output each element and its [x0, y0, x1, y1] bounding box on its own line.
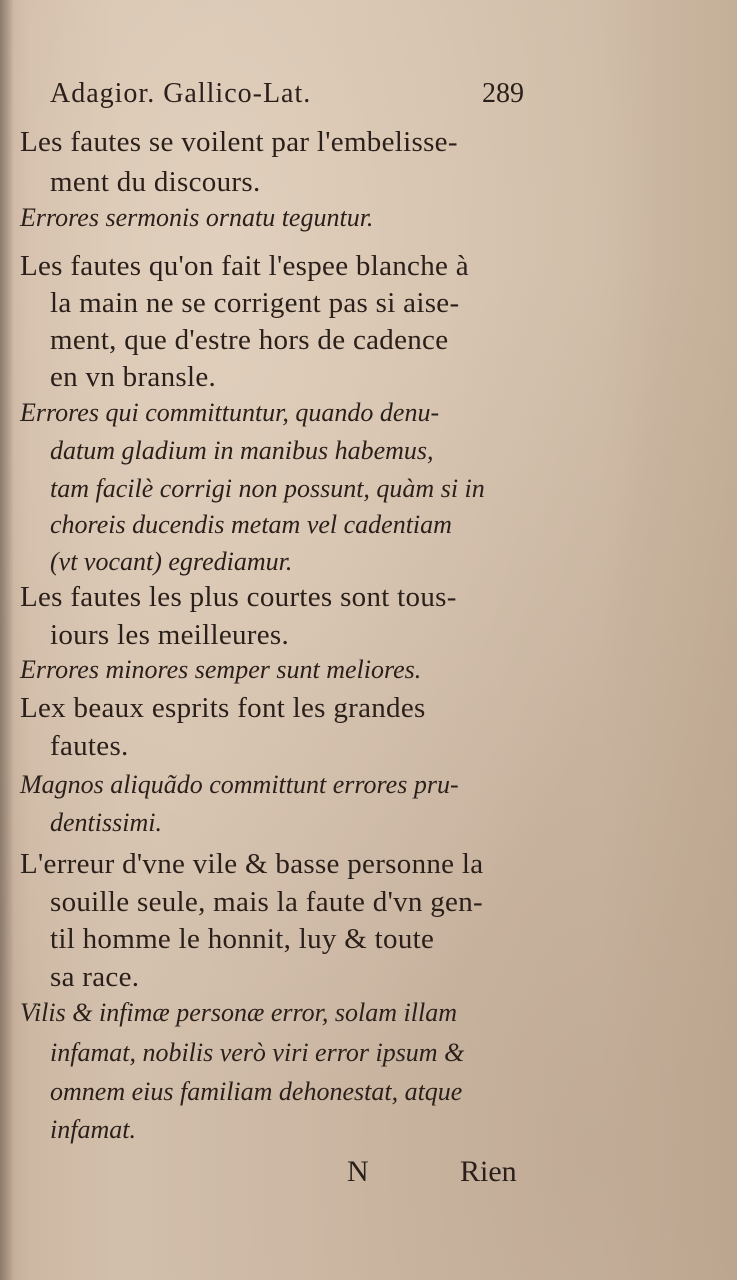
french-line: til homme le honnit, luy & toute — [50, 923, 435, 955]
french-line: ment, que d'estre hors de cadence — [50, 324, 449, 356]
running-title: Adagior. Gallico-Lat. — [50, 78, 312, 109]
latin-line: infamat, nobilis verò viri error ipsum & — [50, 1038, 465, 1067]
french-line: fautes. — [50, 730, 129, 762]
french-line: Les fautes se voilent par l'embelisse- — [20, 126, 458, 158]
latin-line: choreis ducendis metam vel cadentiam — [50, 510, 452, 539]
latin-line: omnem eius familiam dehonestat, atque — [50, 1077, 463, 1106]
latin-line: Errores minores semper sunt meliores. — [20, 655, 422, 684]
french-line: iours les meilleures. — [50, 619, 290, 651]
latin-line: Errores qui committuntur, quando denu- — [20, 398, 440, 427]
latin-line: infamat. — [50, 1115, 136, 1144]
page-gutter-shadow — [0, 0, 14, 1280]
latin-line: Errores sermonis ornatu teguntur. — [20, 203, 374, 232]
french-line: sa race. — [50, 961, 140, 993]
french-line: la main ne se corrigent pas si aise- — [50, 287, 460, 319]
latin-line: Vilis & infimæ personæ error, solam illam — [20, 998, 457, 1027]
latin-line: dentissimi. — [50, 808, 162, 837]
catchword: Rien — [460, 1155, 517, 1188]
french-line: ment du discours. — [50, 166, 261, 198]
latin-line: Magnos aliquãdo committunt errores pru- — [20, 770, 459, 799]
page-number: 289 — [482, 78, 524, 109]
french-line: Les fautes qu'on fait l'espee blanche à — [20, 250, 469, 282]
latin-line: datum gladium in manibus habemus, — [50, 436, 434, 465]
latin-line: (vt vocant) egrediamur. — [50, 547, 293, 576]
french-line: L'erreur d'vne vile & basse personne la — [20, 848, 484, 880]
french-line: souille seule, mais la faute d'vn gen- — [50, 886, 483, 918]
french-line: Les fautes les plus courtes sont tous- — [20, 581, 457, 613]
french-line: Lex beaux esprits font les grandes — [20, 692, 426, 724]
latin-line: tam facilè corrigi non possunt, quàm si in — [50, 474, 485, 503]
signature-mark: N — [347, 1155, 369, 1188]
french-line: en vn bransle. — [50, 361, 217, 393]
